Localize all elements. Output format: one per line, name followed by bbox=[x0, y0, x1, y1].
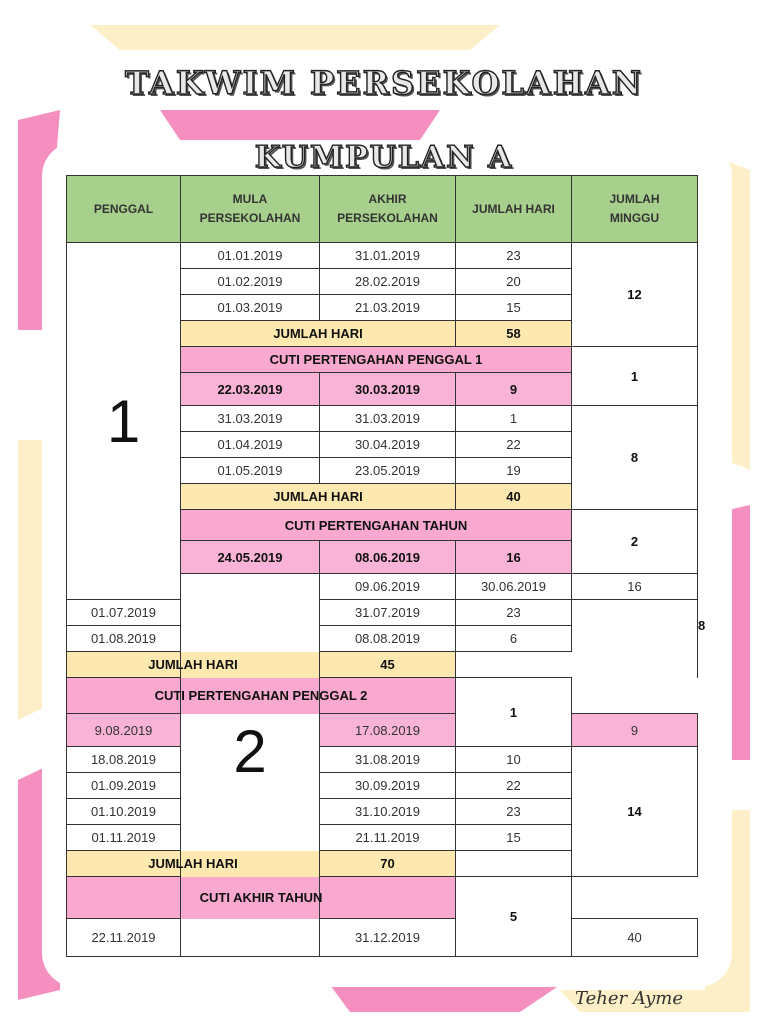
holiday-label: CUTI AKHIR TAHUN bbox=[67, 877, 456, 919]
start-date: 01.02.2019 bbox=[181, 269, 320, 295]
start-date: 18.08.2019 bbox=[67, 747, 181, 773]
page-title: TAKWIM PERSEKOLAHAN bbox=[124, 64, 644, 102]
holiday-days: 9 bbox=[572, 714, 698, 747]
days: 16 bbox=[572, 574, 698, 600]
holiday-days: 40 bbox=[572, 919, 698, 957]
end-date: 31.08.2019 bbox=[320, 747, 456, 773]
days: 6 bbox=[456, 626, 572, 652]
holiday-row bbox=[67, 678, 698, 714]
page-subtitle: KUMPULAN A bbox=[254, 140, 514, 175]
days: 22 bbox=[456, 773, 572, 799]
holiday-start: 24.05.2019 bbox=[181, 541, 320, 574]
days: 15 bbox=[456, 295, 572, 321]
holiday-dates-row bbox=[67, 919, 698, 957]
days: 23 bbox=[456, 243, 572, 269]
end-date: 30.09.2019 bbox=[320, 773, 456, 799]
holiday-end: 08.06.2019 bbox=[320, 541, 456, 574]
start-date: 01.03.2019 bbox=[181, 295, 320, 321]
end-date: 23.05.2019 bbox=[320, 458, 456, 484]
end-date: 21.03.2019 bbox=[320, 295, 456, 321]
sum-value: 58 bbox=[456, 321, 572, 347]
end-date: 30.04.2019 bbox=[320, 432, 456, 458]
signature: Teher Ayme bbox=[575, 988, 683, 1009]
weeks: 1 bbox=[572, 347, 698, 406]
start-date: 01.11.2019 bbox=[67, 825, 181, 851]
days: 1 bbox=[456, 406, 572, 432]
end-date: 31.01.2019 bbox=[320, 243, 456, 269]
holiday-row bbox=[67, 877, 698, 919]
header-jumlah-hari: JUMLAH HARI bbox=[456, 176, 572, 243]
sum-value: 70 bbox=[320, 851, 456, 877]
days: 10 bbox=[456, 747, 572, 773]
start-date: 01.04.2019 bbox=[181, 432, 320, 458]
start-date: 01.05.2019 bbox=[181, 458, 320, 484]
start-date: 01.01.2019 bbox=[181, 243, 320, 269]
calendar-table bbox=[66, 175, 698, 957]
header-penggal: PENGGAL bbox=[67, 176, 181, 243]
table-row bbox=[67, 600, 698, 626]
holiday-start: 22.11.2019 bbox=[67, 919, 181, 957]
days: 15 bbox=[456, 825, 572, 851]
days: 23 bbox=[456, 799, 572, 825]
holiday-end: 30.03.2019 bbox=[320, 373, 456, 406]
weeks: 2 bbox=[572, 510, 698, 574]
weeks: 8 bbox=[572, 406, 698, 510]
end-date: 28.02.2019 bbox=[320, 269, 456, 295]
holiday-end: 17.08.2019 bbox=[320, 714, 456, 747]
table-row bbox=[67, 243, 698, 269]
end-date: 31.03.2019 bbox=[320, 406, 456, 432]
start-date: 01.08.2019 bbox=[67, 626, 181, 652]
sum-label: JUMLAH HARI bbox=[181, 321, 456, 347]
sum-value: 40 bbox=[456, 484, 572, 510]
weeks: 14 bbox=[572, 747, 698, 877]
start-date: 01.10.2019 bbox=[67, 799, 181, 825]
table-row bbox=[67, 747, 698, 773]
sum-label: JUMLAH HARI bbox=[67, 851, 320, 877]
end-date: 21.11.2019 bbox=[320, 825, 456, 851]
end-date: 31.07.2019 bbox=[320, 600, 456, 626]
header-jumlah-minggu: JUMLAH MINGGU bbox=[572, 176, 698, 243]
holiday-start: 22.03.2019 bbox=[181, 373, 320, 406]
start-date: 31.03.2019 bbox=[181, 406, 320, 432]
header-row bbox=[67, 176, 698, 243]
days: 19 bbox=[456, 458, 572, 484]
holiday-label: CUTI PERTENGAHAN PENGGAL 1 bbox=[181, 347, 572, 373]
holiday-dates-row bbox=[67, 714, 698, 747]
sum-value: 45 bbox=[320, 652, 456, 678]
table-row bbox=[67, 626, 698, 652]
end-date: 08.08.2019 bbox=[320, 626, 456, 652]
holiday-label: CUTI PERTENGAHAN TAHUN bbox=[181, 510, 572, 541]
header-akhir: AKHIR PERSEKOLAHAN bbox=[320, 176, 456, 243]
days: 22 bbox=[456, 432, 572, 458]
holiday-label: CUTI PERTENGAHAN PENGGAL 2 bbox=[67, 678, 456, 714]
sum-row bbox=[67, 652, 698, 678]
holiday-end: 31.12.2019 bbox=[320, 919, 456, 957]
weeks: 12 bbox=[572, 243, 698, 347]
sum-label: JUMLAH HARI bbox=[67, 652, 320, 678]
end-date: 30.06.2019 bbox=[456, 574, 572, 600]
start-date: 01.09.2019 bbox=[67, 773, 181, 799]
holiday-days: 16 bbox=[456, 541, 572, 574]
holiday-days: 9 bbox=[456, 373, 572, 406]
end-date: 31.10.2019 bbox=[320, 799, 456, 825]
start-date: 01.07.2019 bbox=[67, 600, 181, 626]
penggal-1: 1 bbox=[67, 243, 181, 600]
start-date: 09.06.2019 bbox=[320, 574, 456, 600]
days: 23 bbox=[456, 600, 572, 626]
penggal-2: 2 bbox=[181, 574, 320, 957]
sum-label: JUMLAH HARI bbox=[181, 484, 456, 510]
days: 20 bbox=[456, 269, 572, 295]
header-mula: MULA PERSEKOLAHAN bbox=[181, 176, 320, 243]
holiday-start: 9.08.2019 bbox=[67, 714, 181, 747]
weeks: 5 bbox=[456, 877, 572, 957]
weeks: 1 bbox=[456, 678, 572, 747]
